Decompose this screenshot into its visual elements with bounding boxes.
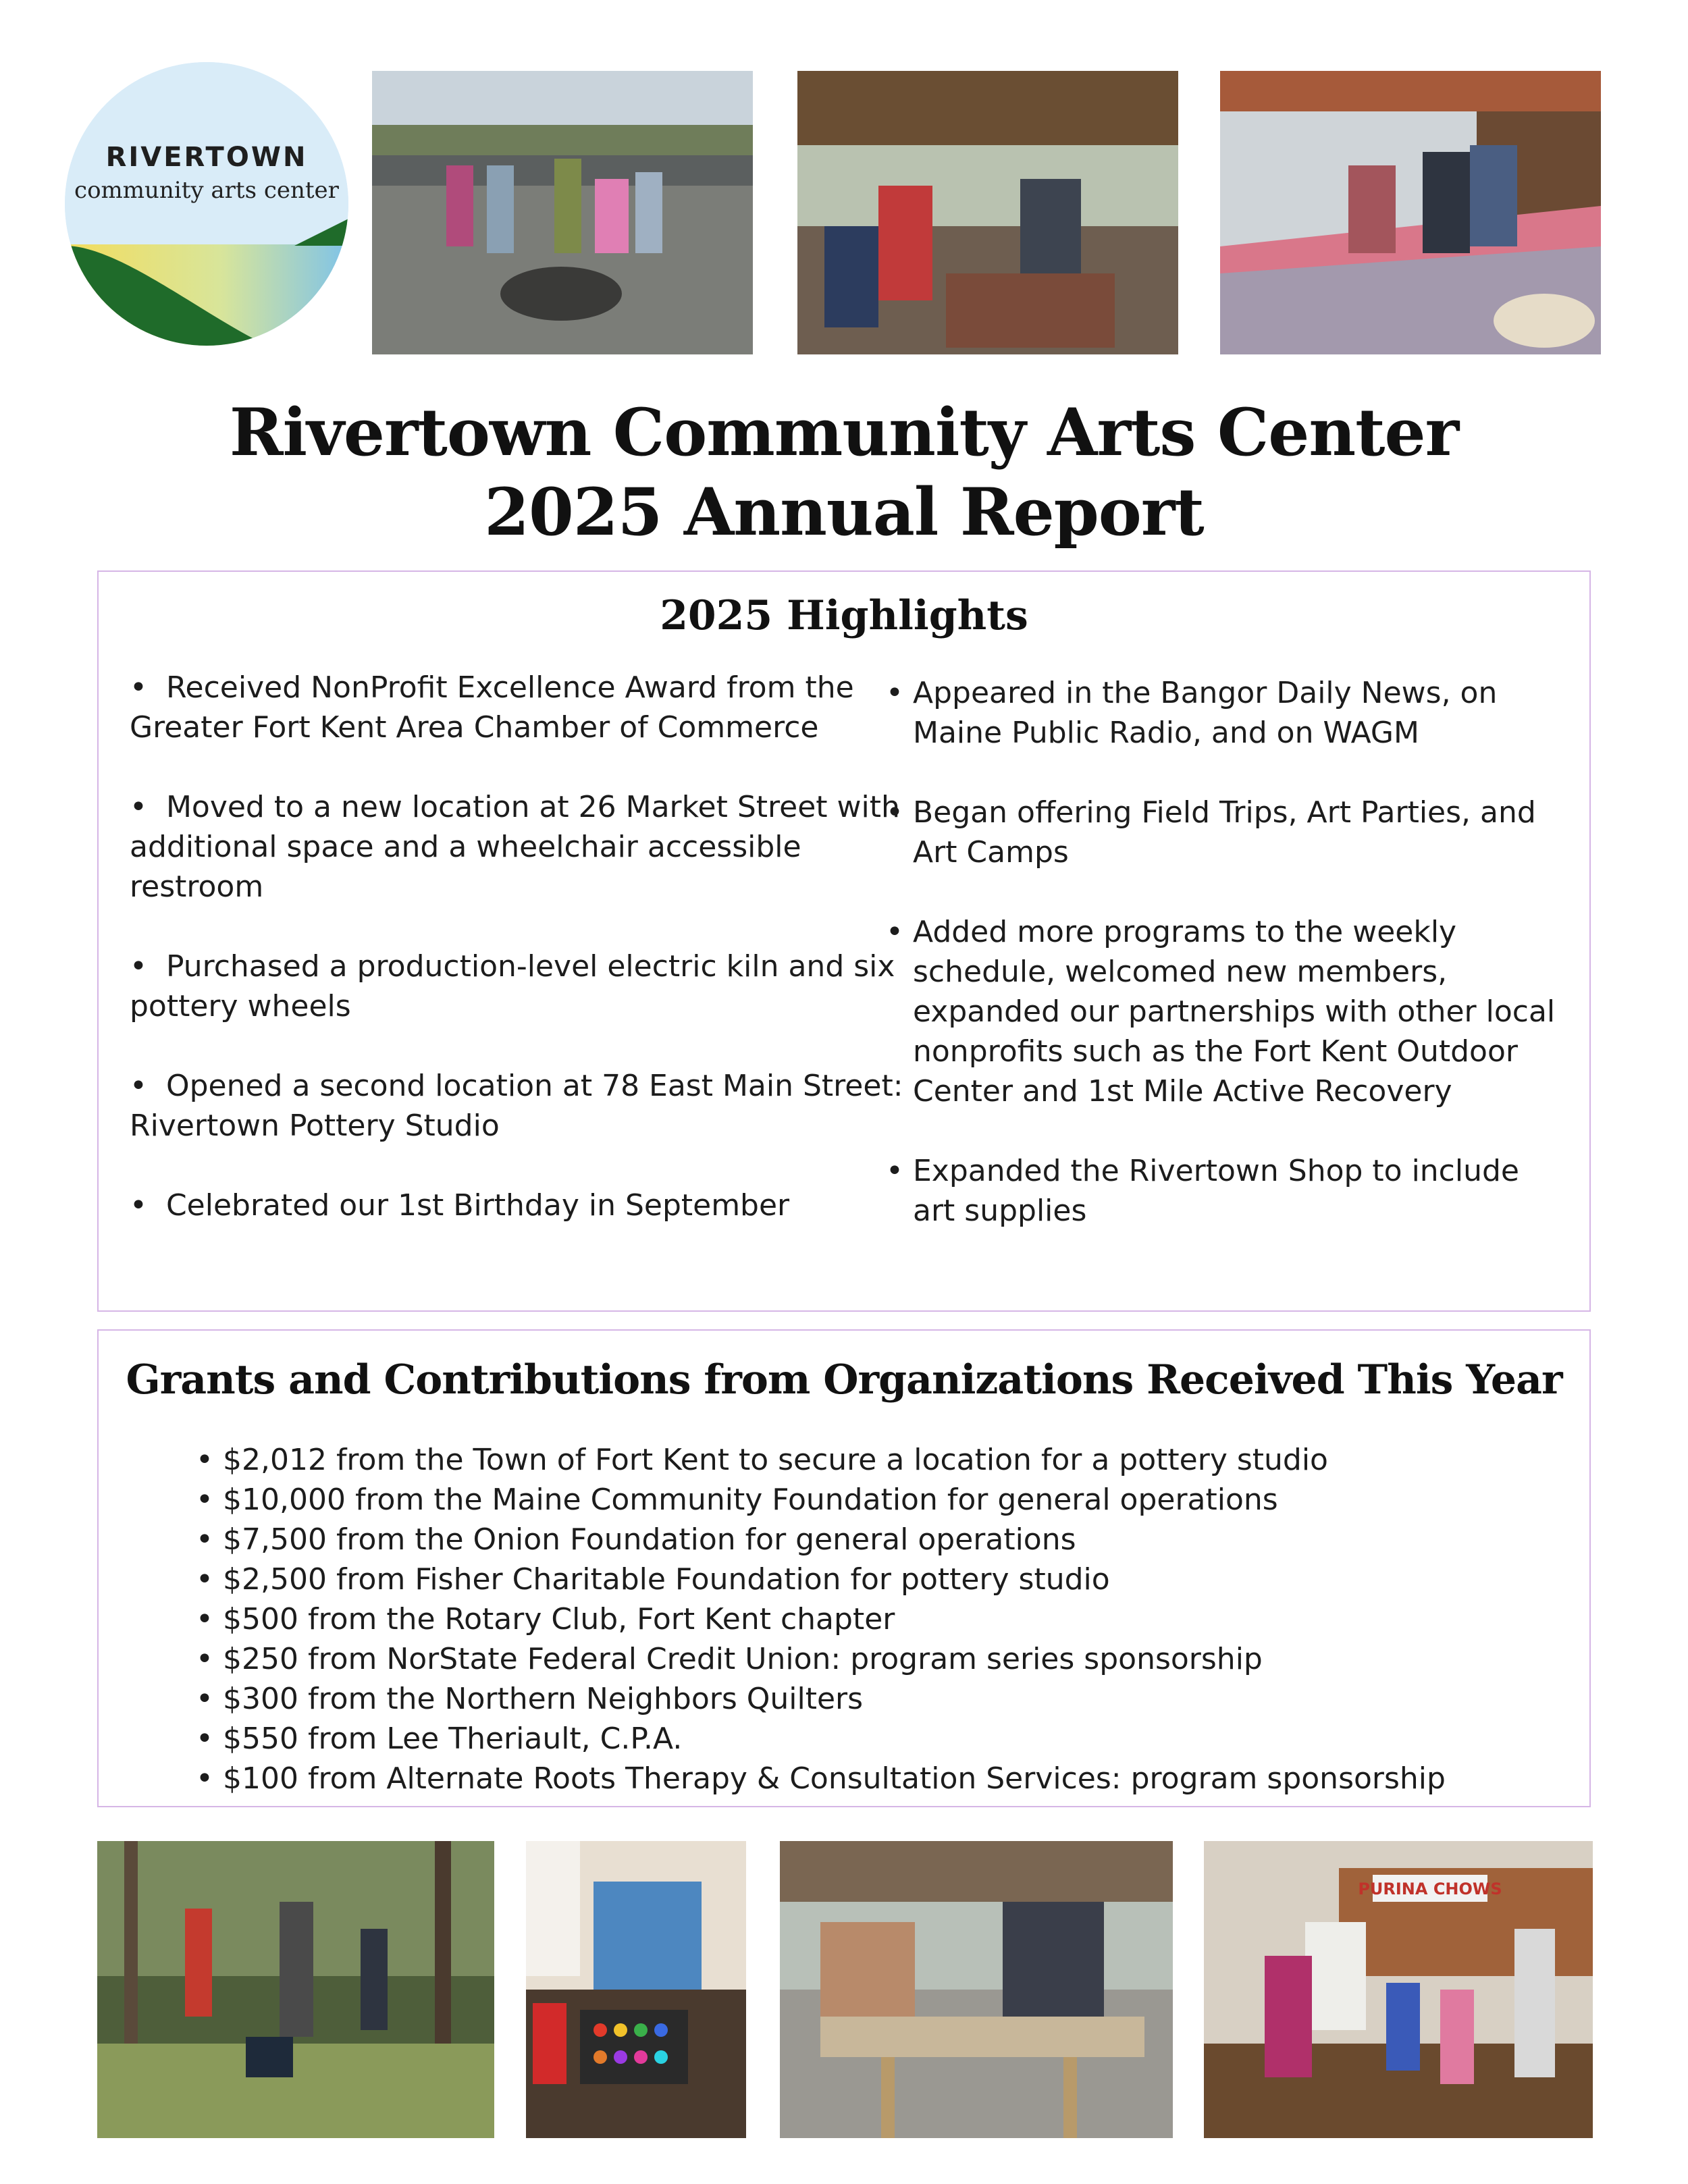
grant-item: • $500 from the Rotary Club, Fort Kent chapter xyxy=(196,1599,1533,1639)
highlight-item: • Appeared in the Bangor Daily News, on Maine Public Radio, and on WAGM xyxy=(886,673,1568,753)
page-title xyxy=(0,393,1688,552)
grants-section xyxy=(97,1329,1591,1807)
store-sign-text: PURINA CHOWS xyxy=(1358,1880,1502,1898)
highlight-item: • Added more programs to the weekly schedule, welcomed new members, expanded our partnerships with other local nonprofits such as the Fort Kent Outdoor Center and 1st Mile Active Recovery xyxy=(886,912,1568,1111)
painting-photo xyxy=(526,1841,746,2138)
highlights-left-column xyxy=(130,668,920,1265)
highlight-item: • Purchased a production-level electric kiln and six pottery wheels xyxy=(130,947,920,1026)
highlights-section xyxy=(97,570,1591,1312)
grant-item: • $250 from NorState Federal Credit Union: program series sponsorship xyxy=(196,1639,1533,1679)
logo-title: RIVERTOWN xyxy=(105,142,308,173)
grant-item: • $100 from Alternate Roots Therapy & Consultation Services: program sponsorship xyxy=(196,1759,1533,1799)
basket-weaving-photo xyxy=(1220,71,1601,354)
grants-list xyxy=(196,1440,1533,1799)
highlight-item: • Received NonProfit Excellence Award from the Greater Fort Kent Area Chamber of Commerce xyxy=(130,668,920,747)
grant-item: • $2,012 from the Town of Fort Kent to secure a location for a pottery studio xyxy=(196,1440,1533,1480)
highlight-item: • Moved to a new location at 26 Market Street with additional space and a wheelchair accessible restroom xyxy=(130,787,920,907)
forest-walk-photo xyxy=(97,1841,494,2138)
organization-logo xyxy=(65,62,348,346)
title-line-1: Rivertown Community Arts Center xyxy=(229,394,1459,471)
grant-item: • $2,500 from Fisher Charitable Foundation for pottery studio xyxy=(196,1560,1533,1599)
highlights-right-column xyxy=(886,673,1568,1271)
log-drilling-photo xyxy=(780,1841,1173,2138)
children-at-river-photo xyxy=(372,71,753,354)
logo-landscape-graphic xyxy=(65,62,348,346)
highlights-heading: 2025 Highlights xyxy=(660,592,1028,639)
pavilion-craft-photo xyxy=(797,71,1178,354)
logo-subtitle: community arts center xyxy=(74,177,339,204)
grant-item: • $300 from the Northern Neighbors Quilters xyxy=(196,1679,1533,1719)
highlight-item: • Celebrated our 1st Birthday in September xyxy=(130,1186,920,1225)
highlight-item: • Expanded the Rivertown Shop to include art supplies xyxy=(886,1151,1568,1231)
grant-item: • $7,500 from the Onion Foundation for general operations xyxy=(196,1520,1533,1560)
highlight-item: • Opened a second location at 78 East Main Street: Rivertown Pottery Studio xyxy=(130,1066,920,1146)
grant-item: • $10,000 from the Maine Community Foundation for general operations xyxy=(196,1480,1533,1520)
grants-heading: Grants and Contributions from Organizations Received This Year xyxy=(126,1356,1562,1404)
title-line-2: 2025 Annual Report xyxy=(484,474,1204,550)
highlight-item: • Began offering Field Trips, Art Parties, and Art Camps xyxy=(886,793,1568,872)
grant-item: • $550 from Lee Theriault, C.P.A. xyxy=(196,1719,1533,1759)
gallery-visit-photo xyxy=(1204,1841,1593,2138)
